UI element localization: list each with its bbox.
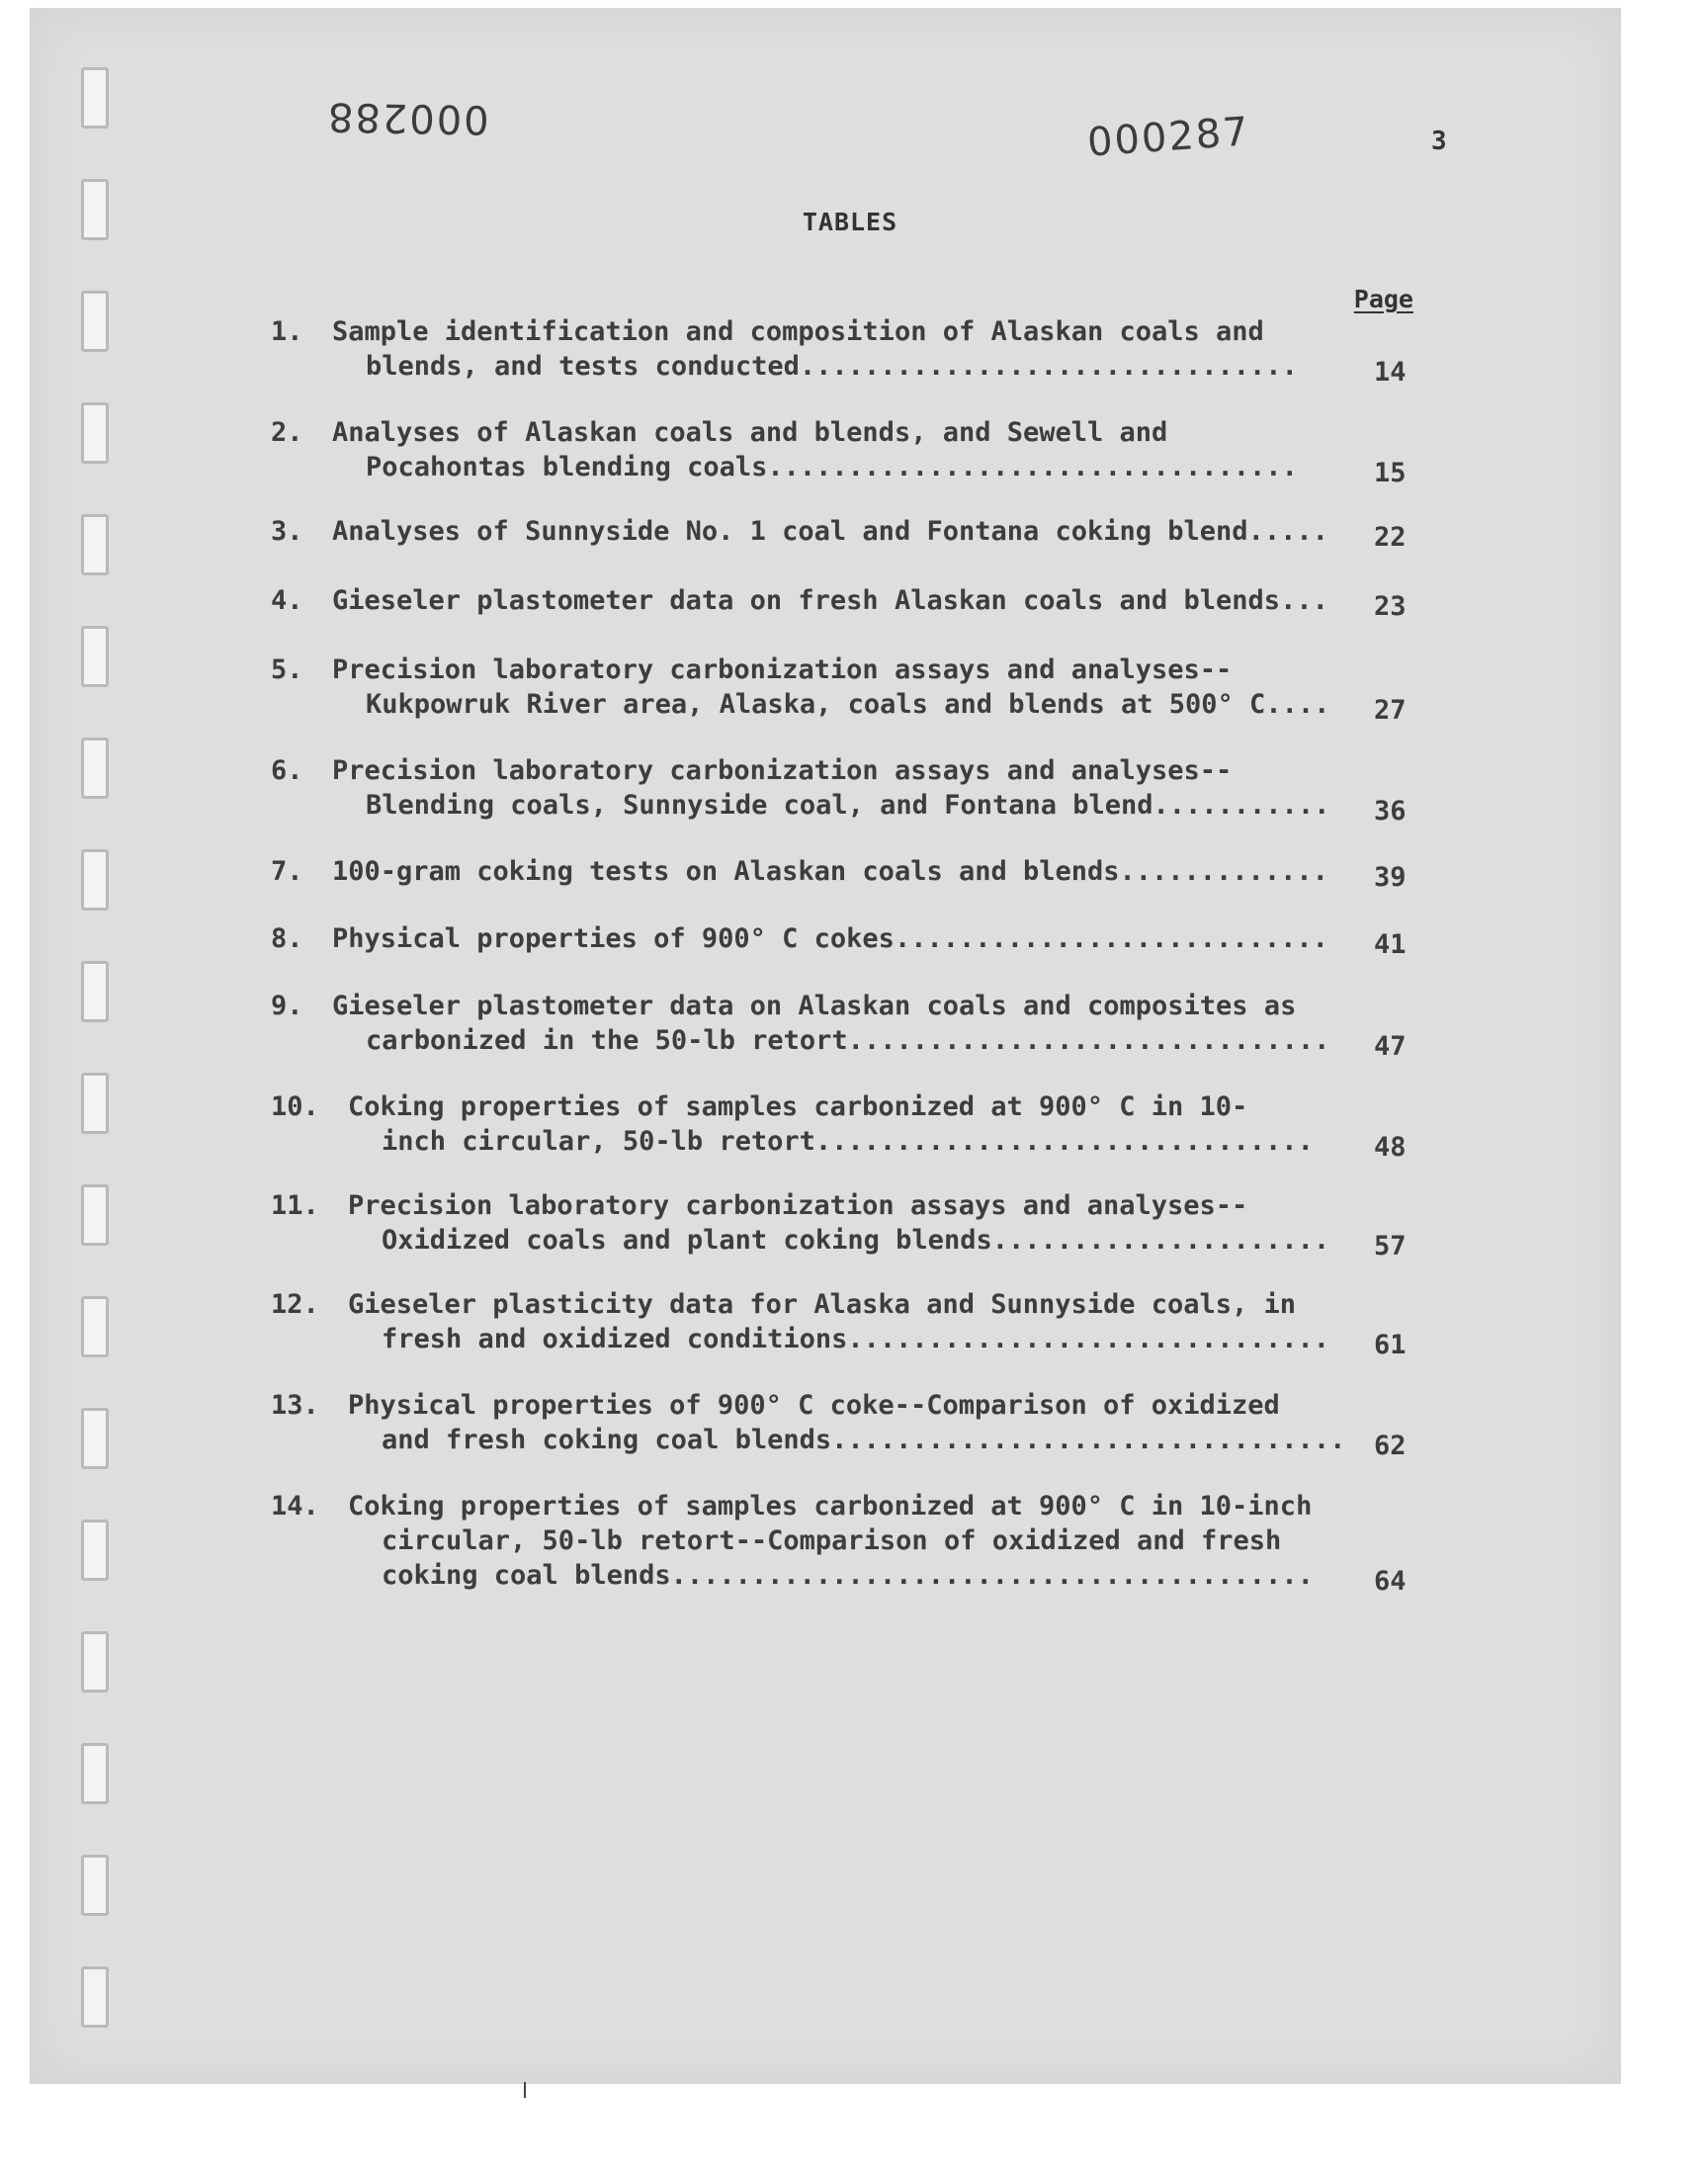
- binder-hole: [81, 1408, 109, 1469]
- entry-title-line: [332, 415, 1167, 450]
- entry-page-number: 64: [1374, 1566, 1407, 1597]
- binder-hole: [81, 179, 109, 240]
- binder-hole: [81, 849, 109, 911]
- binder-hole: [81, 67, 109, 129]
- entry-title-text: Analyses of Sunnyside No. 1 coal and Fontana coking blend: [332, 516, 1248, 547]
- leader-dots: ...............................: [814, 1126, 1314, 1157]
- entry-title-line: [366, 1023, 1329, 1058]
- entry-number: 2.: [271, 417, 303, 448]
- entry-title-line: [382, 1223, 1329, 1258]
- leader-dots: ...............................: [799, 351, 1298, 382]
- leader-dots: .....: [1247, 516, 1328, 547]
- entry-title-text: carbonized in the 50-lb retort: [366, 1025, 848, 1056]
- leader-dots: ................................: [831, 1425, 1346, 1455]
- binder-hole: [81, 1743, 109, 1804]
- entry-title-text: Blending coals, Sunnyside coal, and Fontana blend: [366, 790, 1153, 821]
- page-title: TABLES: [802, 208, 898, 236]
- leader-dots: ..............................: [847, 1025, 1330, 1056]
- entry-title-text: Physical properties of 900° C coke--Comparison of oxidized: [348, 1390, 1280, 1421]
- entry-title-text: Precision laboratory carbonization assays and analyses--: [332, 755, 1233, 786]
- leader-dots: ...: [1280, 585, 1328, 616]
- entry-title-text: Precision laboratory carbonization assays and analyses--: [348, 1190, 1248, 1221]
- entry-title-text: blends, and tests conducted: [366, 351, 800, 382]
- entry-page-number: 39: [1374, 862, 1407, 893]
- binder-hole: [81, 961, 109, 1022]
- binder-hole: [81, 626, 109, 687]
- edge-mark: [524, 2082, 526, 2098]
- entry-page-number: 57: [1374, 1231, 1407, 1262]
- entry-number: 12.: [271, 1289, 319, 1320]
- scanned-page: [30, 8, 1621, 2084]
- binder-hole: [81, 1184, 109, 1246]
- entry-number: 10.: [271, 1091, 319, 1122]
- entry-number: 5.: [271, 654, 303, 685]
- entry-title-line: [332, 989, 1296, 1023]
- entry-title-text: Analyses of Alaskan coals and blends, and Sewell and: [332, 417, 1168, 448]
- entry-number: 7.: [271, 856, 303, 887]
- binder-hole: [81, 1966, 109, 2028]
- entry-page-number: 23: [1374, 591, 1407, 622]
- entry-title-text: inch circular, 50-lb retort: [382, 1126, 815, 1157]
- entry-number: 6.: [271, 755, 303, 786]
- entry-title-line: [332, 921, 1328, 956]
- entry-title-text: and fresh coking coal blends: [382, 1425, 832, 1455]
- leader-dots: .............: [1119, 856, 1328, 887]
- entry-title-text: Gieseler plastometer data on Alaskan coals and composites as: [332, 991, 1297, 1021]
- entry-number: 14.: [271, 1491, 319, 1522]
- entry-number: 13.: [271, 1390, 319, 1421]
- handwritten-number-left: 000288: [325, 93, 490, 142]
- binder-hole: [81, 1631, 109, 1693]
- entry-title-line: [382, 1523, 1281, 1558]
- handwritten-number-right: 000287: [1085, 109, 1252, 166]
- entry-number: 3.: [271, 516, 303, 547]
- leader-dots: ...........................: [894, 923, 1328, 954]
- entry-title-text: Precision laboratory carbonization assays and analyses--: [332, 654, 1233, 685]
- entry-page-number: 14: [1374, 357, 1407, 388]
- entry-page-number: 41: [1374, 929, 1407, 960]
- entry-page-number: 47: [1374, 1031, 1407, 1062]
- entry-title-line: [348, 1089, 1247, 1124]
- page-number: 3: [1431, 127, 1447, 156]
- entry-title-line: [348, 1287, 1296, 1322]
- leader-dots: ....: [1265, 689, 1330, 720]
- entry-title-text: Physical properties of 900° C cokes: [332, 923, 895, 954]
- entry-title-line: [382, 1423, 1345, 1457]
- entry-title-text: coking coal blends: [382, 1560, 671, 1591]
- leader-dots: ...........: [1153, 790, 1330, 821]
- entry-title-text: Sample identification and composition of Alaskan coals and: [332, 316, 1264, 347]
- entry-page-number: 48: [1374, 1132, 1407, 1163]
- entry-number: 8.: [271, 923, 303, 954]
- entry-title-text: Gieseler plasticity data for Alaska and Sunnyside coals, in: [348, 1289, 1297, 1320]
- entry-title-line: [332, 314, 1264, 349]
- binder-hole: [81, 1855, 109, 1916]
- entry-title-line: [382, 1124, 1314, 1159]
- entry-title-line: [332, 652, 1232, 687]
- entry-page-number: 62: [1374, 1431, 1407, 1461]
- entry-title-text: Coking properties of samples carbonized at 900° C in 10-inch: [348, 1491, 1313, 1522]
- page-column-header: Page: [1353, 285, 1413, 313]
- entry-title-line: [366, 349, 1298, 384]
- entry-page-number: 61: [1374, 1330, 1407, 1360]
- entry-title-line: [332, 514, 1328, 549]
- entry-title-line: [348, 1489, 1312, 1523]
- entry-title-text: Oxidized coals and plant coking blends: [382, 1225, 992, 1256]
- entry-page-number: 27: [1374, 695, 1407, 726]
- binder-hole: [81, 514, 109, 575]
- binder-hole: [81, 291, 109, 352]
- entry-title-line: [332, 753, 1232, 788]
- entry-number: 11.: [271, 1190, 319, 1221]
- entry-title-line: [366, 788, 1329, 823]
- binder-holes: [81, 67, 107, 2025]
- entry-title-line: [348, 1188, 1247, 1223]
- binder-hole: [81, 1520, 109, 1581]
- entry-page-number: 22: [1374, 522, 1407, 553]
- entry-number: 1.: [271, 316, 303, 347]
- entry-title-text: fresh and oxidized conditions: [382, 1324, 848, 1354]
- entry-title-text: Gieseler plastometer data on fresh Alaskan coals and blends: [332, 585, 1281, 616]
- binder-hole: [81, 1296, 109, 1357]
- entry-title-text: Pocahontas blending coals: [366, 452, 768, 482]
- leader-dots: ........................................: [670, 1560, 1314, 1591]
- entry-title-line: [332, 854, 1328, 889]
- entry-page-number: 36: [1374, 796, 1407, 826]
- entry-title-line: [382, 1558, 1314, 1593]
- entry-title-line: [332, 583, 1328, 618]
- entry-title-text: 100-gram coking tests on Alaskan coals and blends: [332, 856, 1120, 887]
- leader-dots: .................................: [767, 452, 1298, 482]
- entry-title-text: circular, 50-lb retort--Comparison of oxidized and fresh: [382, 1525, 1282, 1556]
- entry-title-line: [366, 450, 1298, 484]
- entry-title-line: [366, 687, 1329, 722]
- entry-number: 4.: [271, 585, 303, 616]
- binder-hole: [81, 1073, 109, 1134]
- entry-title-line: [348, 1388, 1280, 1423]
- leader-dots: ..............................: [847, 1324, 1330, 1354]
- entry-page-number: 15: [1374, 458, 1407, 488]
- entry-title-text: Coking properties of samples carbonized at 900° C in 10-: [348, 1091, 1248, 1122]
- leader-dots: .....................: [991, 1225, 1330, 1256]
- entry-title-text: Kukpowruk River area, Alaska, coals and blends at 500° C: [366, 689, 1266, 720]
- binder-hole: [81, 402, 109, 464]
- binder-hole: [81, 738, 109, 799]
- entry-title-line: [382, 1322, 1329, 1356]
- entry-number: 9.: [271, 991, 303, 1021]
